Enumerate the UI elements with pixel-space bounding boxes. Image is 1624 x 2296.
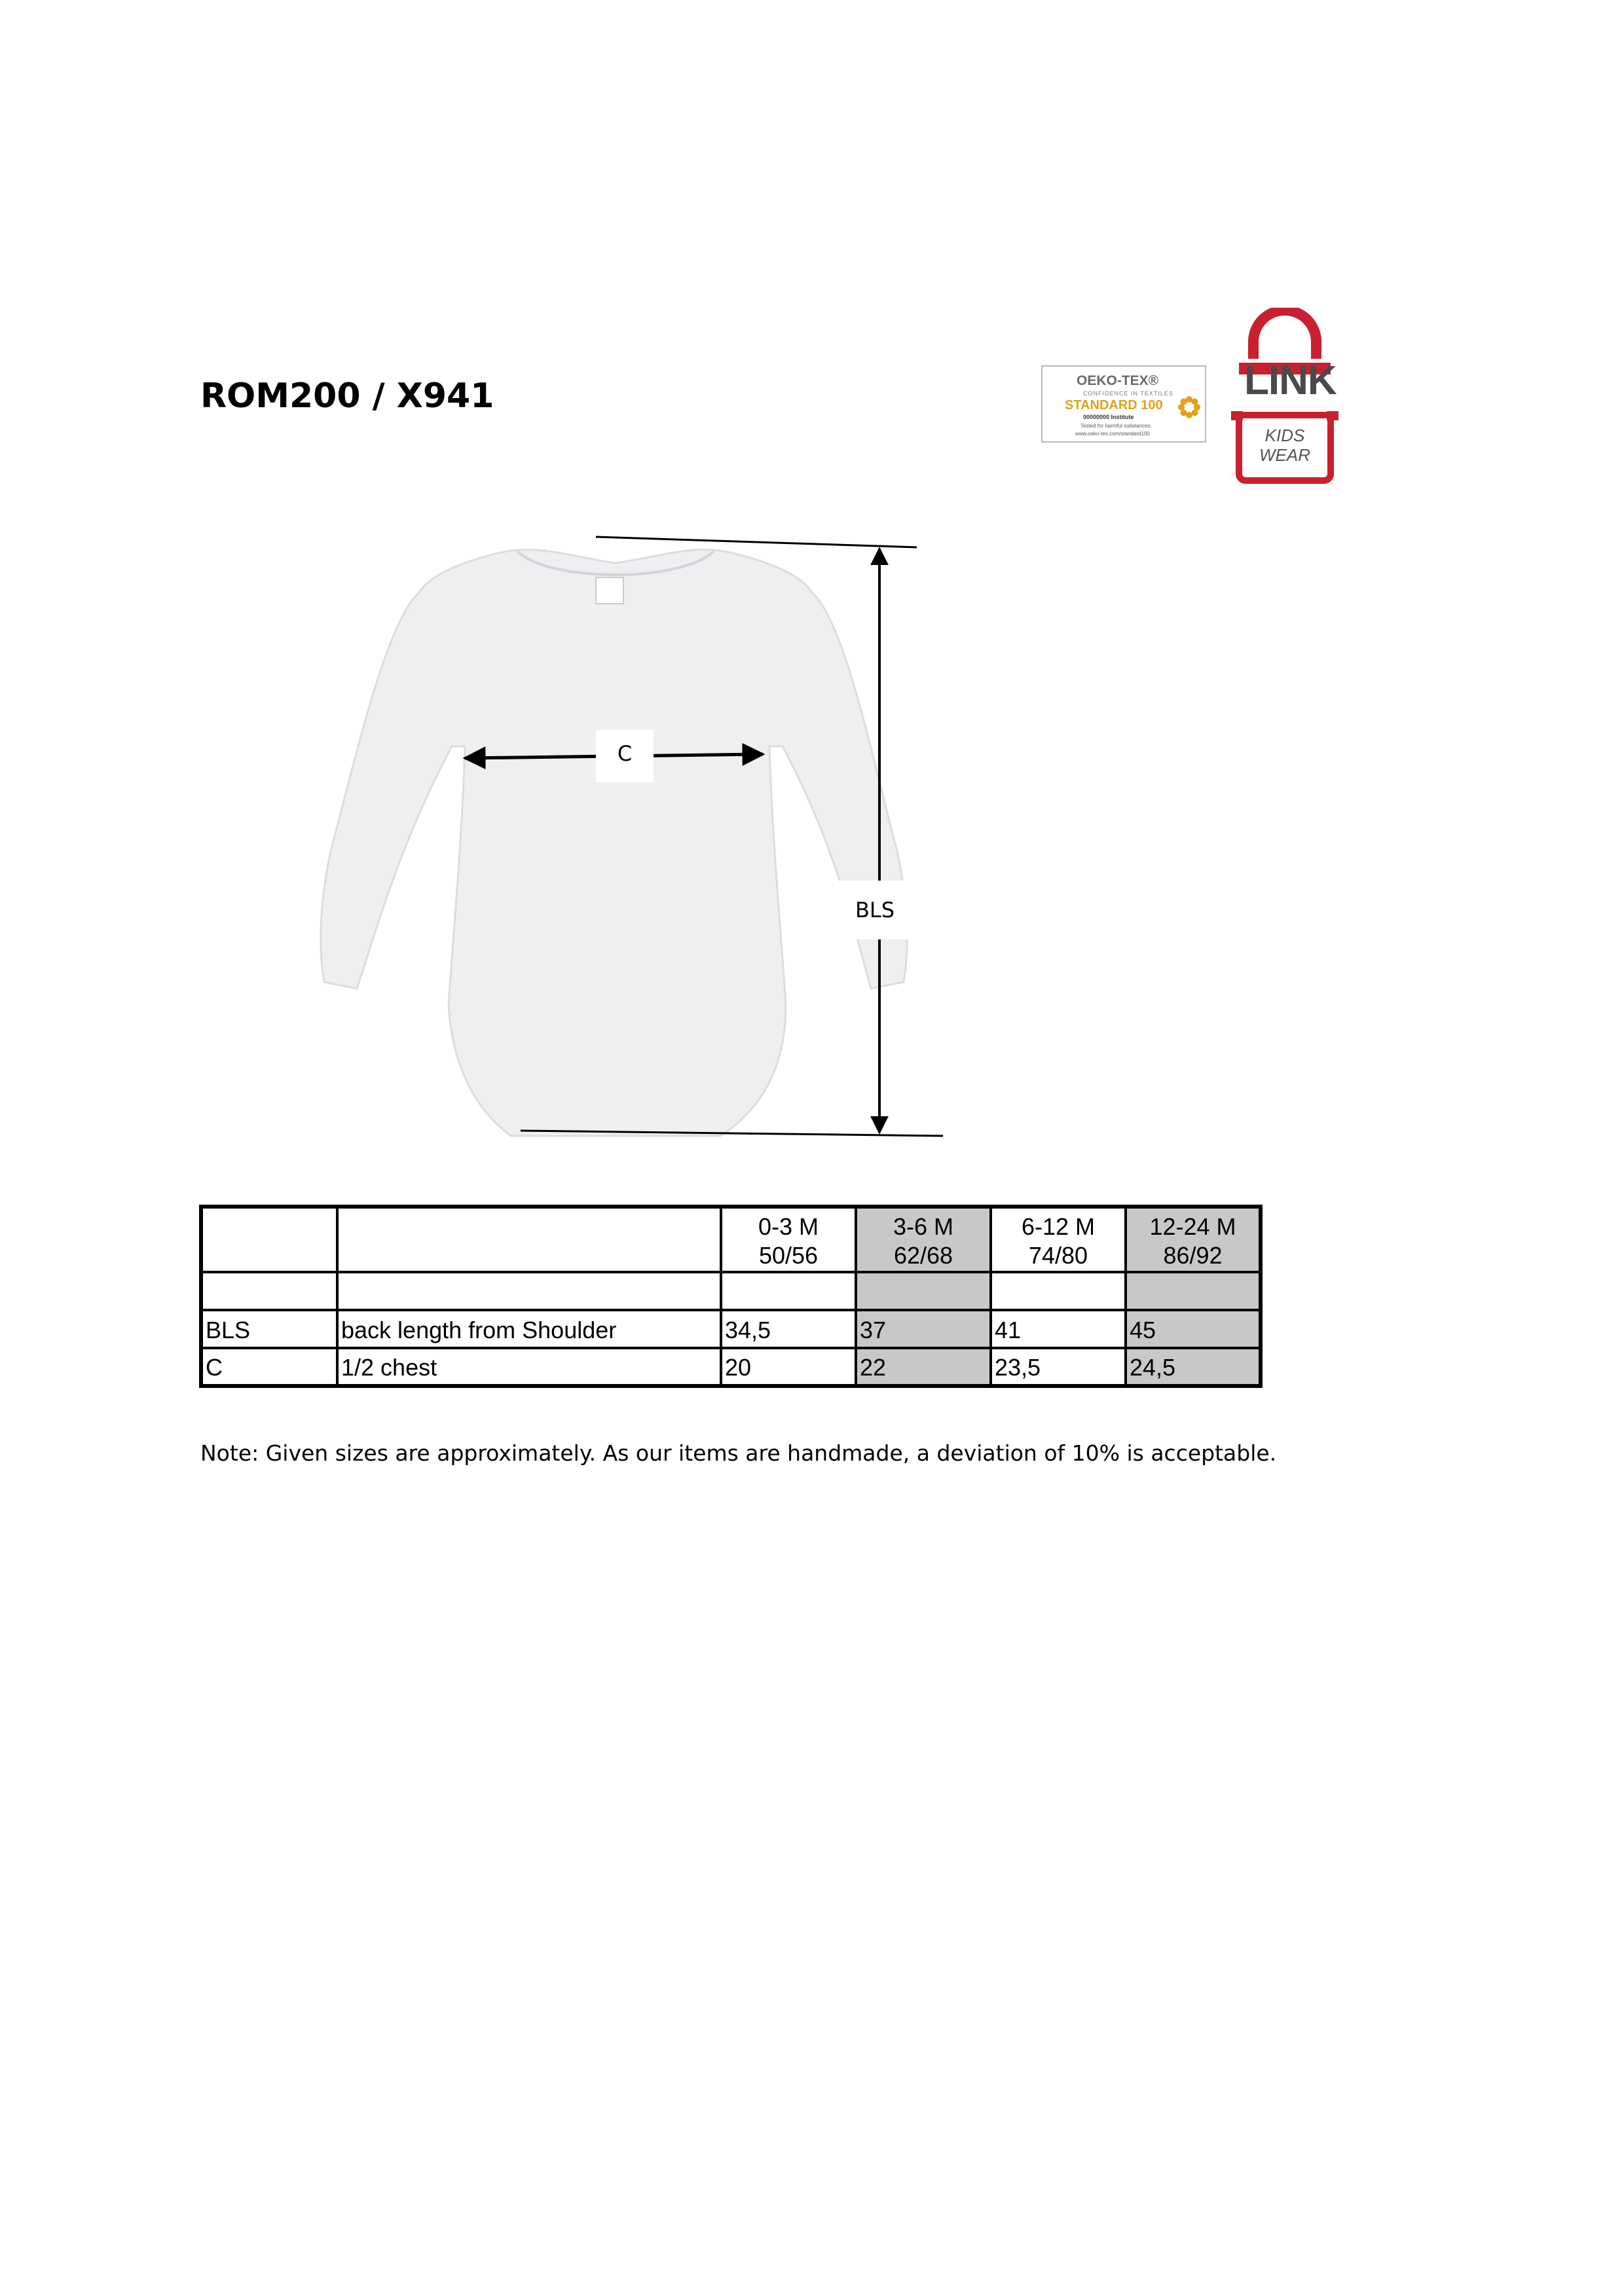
oeko-standard: STANDARD 100 <box>1065 398 1163 412</box>
size-header-row <box>201 1207 1261 1272</box>
row-value: 23,5 <box>991 1348 1126 1386</box>
row-code: C <box>201 1348 337 1386</box>
size-col-3: 12-24 M 86/92 <box>1126 1207 1261 1272</box>
logo-line-1: KIDS <box>1264 426 1305 445</box>
oeko-code: 00000000 Institute <box>1083 414 1134 420</box>
row-value: 41 <box>991 1310 1126 1348</box>
row-desc: back length from Shoulder <box>337 1310 721 1348</box>
oeko-url: www.oeko-tex.com/standard100 <box>1075 431 1150 437</box>
row-value: 37 <box>856 1310 991 1348</box>
row-desc: 1/2 chest <box>337 1348 721 1386</box>
size-table <box>199 1205 1263 1388</box>
row-code: BLS <box>201 1310 337 1348</box>
table-row <box>201 1348 1261 1386</box>
table-row <box>201 1310 1261 1348</box>
oeko-tested: Tested for harmful substances. <box>1080 423 1152 429</box>
size-col-1: 3-6 M 62/68 <box>856 1207 991 1272</box>
page-title: ROM200 / X941 <box>200 376 494 416</box>
oeko-brand: OEKO-TEX® <box>1077 373 1159 388</box>
size-col-0: 0-3 M 50/56 <box>721 1207 856 1272</box>
row-value: 20 <box>721 1348 856 1386</box>
collar-tag <box>596 577 623 604</box>
oeko-tagline: CONFIDENCE IN TEXTILES <box>1083 390 1173 397</box>
row-value: 24,5 <box>1126 1348 1261 1386</box>
bodysuit-shape <box>321 550 907 1136</box>
size-col-2: 6-12 M 74/80 <box>991 1207 1126 1272</box>
row-value: 45 <box>1126 1310 1261 1348</box>
header-blank-code <box>201 1207 337 1272</box>
size-note: Note: Given sizes are approximately. As our items are handmade, a deviation of 10% is acceptable. <box>200 1440 1277 1466</box>
top-reference-line <box>596 537 917 547</box>
header-blank-desc <box>337 1207 721 1272</box>
logo-word: LINK <box>1244 358 1337 403</box>
logo-line-2: WEAR <box>1259 445 1310 465</box>
row-value: 34,5 <box>721 1310 856 1348</box>
spacer-row <box>201 1272 1261 1310</box>
length-label: BLS <box>830 881 919 939</box>
chest-label: C <box>596 730 654 782</box>
row-value: 22 <box>856 1348 991 1386</box>
